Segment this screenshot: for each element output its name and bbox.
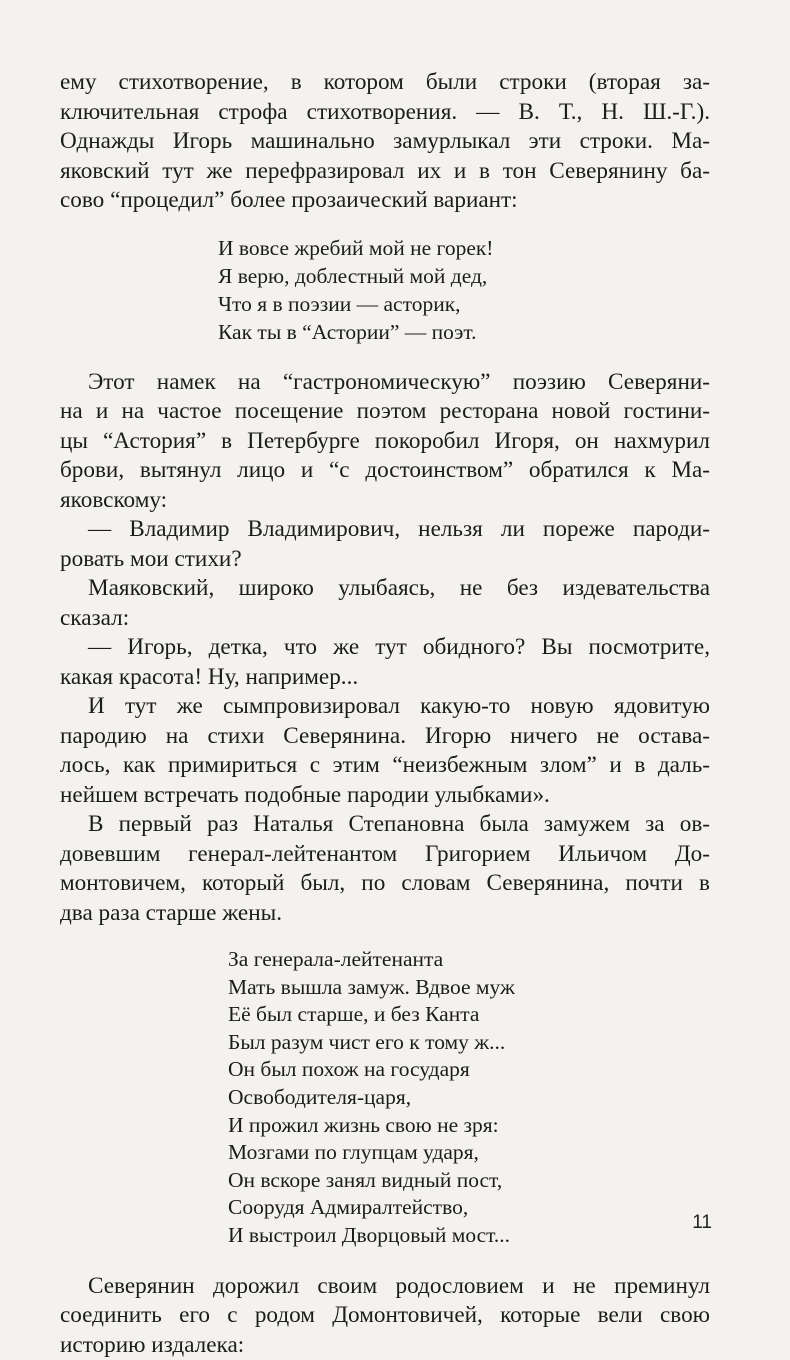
paragraph-7 — [60, 810, 710, 928]
text-line: Этот намек на “гастрономическую” поэзию Северяни- — [88, 368, 710, 395]
page-number: 11 — [692, 1212, 712, 1233]
text-line: на и на частое посещение поэтом ресторана новой гостини- — [60, 398, 710, 424]
text-line: монтовичем, который был, по словам Северянина, почти в — [60, 870, 710, 896]
text-line: яковский тут же перефразировал их и в тон Северянину ба- — [60, 157, 710, 184]
text-line: Маяковский, широко улыбаясь, не без издевательства — [88, 575, 710, 601]
text-line: нейшем встречать подобные пародии улыбками». — [60, 781, 550, 808]
paragraph-5 — [60, 633, 710, 692]
poem-line: Мать вышла замуж. Вдвое муж — [228, 974, 515, 999]
poem-line: Мозгами по глупцам ударя, — [228, 1140, 479, 1165]
text-line: лось, как примириться с этим “неизбежным злом” и в даль- — [60, 752, 710, 778]
text-line: ровать мои стихи? — [60, 545, 242, 572]
poem-line: И выстроил Дворцовый мост... — [228, 1222, 511, 1247]
text-line: — Владимир Владимирович, нельзя ли пореже пароди- — [88, 516, 710, 542]
paragraph-4 — [60, 574, 710, 633]
poem-general — [60, 946, 710, 1250]
poem-line: Освободителя-царя, — [228, 1084, 412, 1109]
poem-line: Он был похож на государя — [228, 1057, 470, 1082]
poem-astoria — [60, 234, 710, 346]
text-line: Северянин дорожил своим родословием и не преминул — [88, 1272, 710, 1299]
text-line: какая красота! Ну, например... — [60, 663, 359, 690]
text-line: — Игорь, детка, что же тут обидного? Вы посмотрите, — [88, 634, 710, 660]
poem-line: Соорудя Адмиралтейство, — [228, 1195, 469, 1220]
paragraph-6 — [60, 692, 710, 810]
poem-line: Был разум чист его к тому ж... — [228, 1029, 506, 1054]
text-line: два раза старше жены. — [60, 899, 282, 926]
text-line: Однажды Игорь машинально замурлыкал эти строки. Ма- — [60, 128, 710, 154]
text-line: брови, вытянул лицо и “с достоинством” обратился к Ма- — [60, 457, 710, 483]
text-line: И тут же сымпровизировал какую-то новую ядовитую — [88, 693, 710, 719]
poem-line: Её был старше, и без Канта — [228, 1002, 480, 1027]
page-text — [60, 68, 710, 1360]
text-line: В первый раз Наталья Степановна была замужем за ов- — [88, 811, 710, 837]
poem-line: За генерала-лейтенанта — [228, 947, 444, 971]
paragraph-2 — [60, 368, 710, 516]
text-line: довевшим генерал-лейтенантом Григорием Ильичом До- — [60, 840, 710, 867]
text-line: соединить его с родом Домонтовичей, которые вели свою — [60, 1302, 710, 1329]
text-line: ему стихотворение, в котором были строки (вторая за- — [60, 69, 710, 95]
poem-line: И прожил жизнь свою не зря: — [228, 1112, 499, 1137]
text-line: ключительная строфа стихотворения. — В. Т., Н. Ш.-Г.). — [60, 98, 710, 125]
text-line: сказал: — [60, 604, 130, 631]
paragraph-1 — [60, 68, 710, 216]
text-line: яковскому: — [60, 486, 168, 513]
text-line: пародию на стихи Северянина. Игорю ничего не остава- — [60, 722, 710, 749]
text-line: сово “процедил” более прозаический вариант: — [60, 187, 518, 213]
paragraph-3 — [60, 515, 710, 574]
text-line: историю издалека: — [60, 1331, 245, 1358]
poem-line: И вовсе жребий мой не горек! — [218, 235, 494, 260]
paragraph-8 — [60, 1272, 710, 1360]
text-line: цы “Астория” в Петербурге покоробил Игоря, он нахмурил — [60, 427, 710, 454]
poem-line: Он вскоре занял видный пост, — [228, 1167, 503, 1192]
poem-line: Что я в поэзии — асторик, — [218, 291, 461, 316]
poem-line: Как ты в “Астории” — поэт. — [218, 319, 477, 344]
poem-line: Я верю, доблестный мой дед, — [218, 263, 488, 288]
